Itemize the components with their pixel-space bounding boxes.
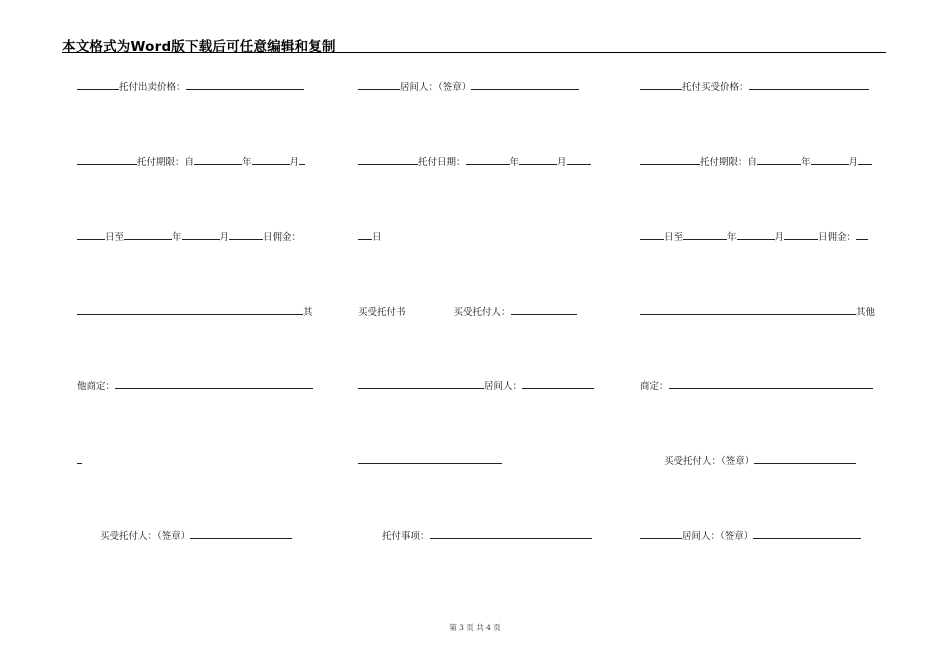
blank-line[interactable] (640, 529, 682, 539)
c2-row-buy-book (358, 305, 577, 319)
label-period-from: 托付期限：自 (137, 157, 195, 168)
blank-line[interactable] (430, 529, 592, 539)
c2-row-broker (358, 379, 594, 393)
c3-row-buy-price (640, 80, 869, 94)
blank-line[interactable] (229, 230, 263, 240)
c1-row-buyer-sign (100, 529, 292, 543)
blank-line[interactable] (757, 155, 801, 165)
header-rule (62, 52, 886, 53)
label-month: 月 (848, 157, 859, 168)
c2-row-broker-sign (358, 80, 579, 94)
blank-line[interactable] (858, 155, 872, 165)
label-sell-price: 托付出卖价格： (119, 82, 186, 93)
c3-row-agreement (640, 379, 873, 393)
blank-line[interactable] (737, 230, 775, 240)
blank-line[interactable] (190, 529, 292, 539)
label-month: 月 (557, 157, 567, 168)
label-month: 月 (289, 157, 300, 168)
blank-line[interactable] (749, 80, 869, 90)
blank-line[interactable] (77, 454, 82, 464)
c1-row-until (77, 230, 301, 244)
blank-line[interactable] (640, 230, 664, 240)
blank-line[interactable] (358, 230, 372, 240)
c2-row-matters (382, 529, 592, 543)
blank-line[interactable] (669, 379, 873, 389)
label-year: 年 (172, 232, 182, 243)
blank-line[interactable] (358, 80, 400, 90)
page-header-title: 本文格式为Word版下载后可任意编辑和复制 (62, 39, 336, 55)
blank-line[interactable] (299, 155, 305, 165)
c3-row-other (640, 305, 875, 319)
blank-line[interactable] (753, 529, 861, 539)
blank-line[interactable] (784, 230, 818, 240)
blank-line[interactable] (77, 305, 303, 315)
blank-line[interactable] (466, 155, 510, 165)
blank-line[interactable] (358, 379, 484, 389)
label-year: 年 (801, 157, 811, 168)
blank-line[interactable] (683, 230, 727, 240)
blank-line[interactable] (77, 230, 105, 240)
label-broker: 居间人： (484, 381, 523, 392)
c3-row-until (640, 230, 868, 244)
c2-row-date (358, 155, 591, 169)
label-year: 年 (727, 232, 737, 243)
label-day: 日 (372, 232, 382, 243)
c2-row-blank (358, 454, 502, 468)
c1-row-dash (77, 454, 82, 468)
blank-line[interactable] (640, 80, 682, 90)
blank-line[interactable] (811, 155, 849, 165)
label-month: 月 (774, 232, 785, 243)
blank-line[interactable] (640, 155, 700, 165)
label-buy-price: 托付买受价格： (682, 82, 749, 93)
label-entrust-matters: 托付事项： (382, 531, 430, 542)
label-broker-signature: 居间人：（签章） (400, 82, 472, 93)
c1-row-sell-price (77, 80, 304, 94)
label-buyer: 买受托付人： (453, 307, 511, 318)
label-commission: 日佣金： (263, 232, 302, 243)
blank-line[interactable] (77, 80, 119, 90)
label-other-agreement: 他商定： (77, 381, 116, 392)
label-buyer-signature: 买受托付人：（签章） (100, 531, 191, 542)
blank-line[interactable] (471, 80, 579, 90)
blank-line[interactable] (194, 155, 242, 165)
label-buy-entrustment-book: 买受托付书 (358, 307, 406, 318)
label-until: 日至 (664, 232, 684, 243)
label-buyer-signature: 买受托付人：（签章） (664, 456, 755, 467)
label-year: 年 (242, 157, 252, 168)
c3-row-buyer-sign (664, 454, 856, 468)
blank-line[interactable] (358, 155, 418, 165)
blank-line[interactable] (522, 379, 594, 389)
blank-line[interactable] (252, 155, 290, 165)
blank-line[interactable] (124, 230, 172, 240)
blank-line[interactable] (640, 305, 856, 315)
blank-line[interactable] (115, 379, 313, 389)
label-month: 月 (219, 232, 230, 243)
blank-line[interactable] (77, 155, 137, 165)
c1-row-agreement (77, 379, 313, 393)
blank-line[interactable] (511, 305, 577, 315)
c3-row-broker-sign (640, 529, 861, 543)
blank-line[interactable] (856, 230, 868, 240)
label-period-from: 托付期限：自 (700, 157, 758, 168)
label-broker-signature: 居间人：（签章） (682, 531, 754, 542)
label-year: 年 (509, 157, 520, 168)
blank-line[interactable] (186, 80, 304, 90)
c1-row-other (77, 305, 313, 319)
label-until: 日至 (105, 232, 125, 243)
label-entrust-date: 托付日期： (418, 157, 466, 168)
page-number-footer: 第 3 页 共 4 页 (449, 623, 501, 632)
label-other-part: 其 (303, 307, 313, 318)
blank-line[interactable] (567, 155, 591, 165)
label-other: 其他 (856, 307, 876, 318)
c3-row-period (640, 155, 872, 169)
blank-line[interactable] (754, 454, 856, 464)
blank-line[interactable] (358, 454, 502, 464)
label-agreement: 商定： (640, 381, 669, 392)
blank-line[interactable] (182, 230, 220, 240)
c1-row-period (77, 155, 305, 169)
c2-row-day (358, 230, 382, 244)
blank-line[interactable] (519, 155, 557, 165)
label-commission: 日佣金： (818, 232, 857, 243)
